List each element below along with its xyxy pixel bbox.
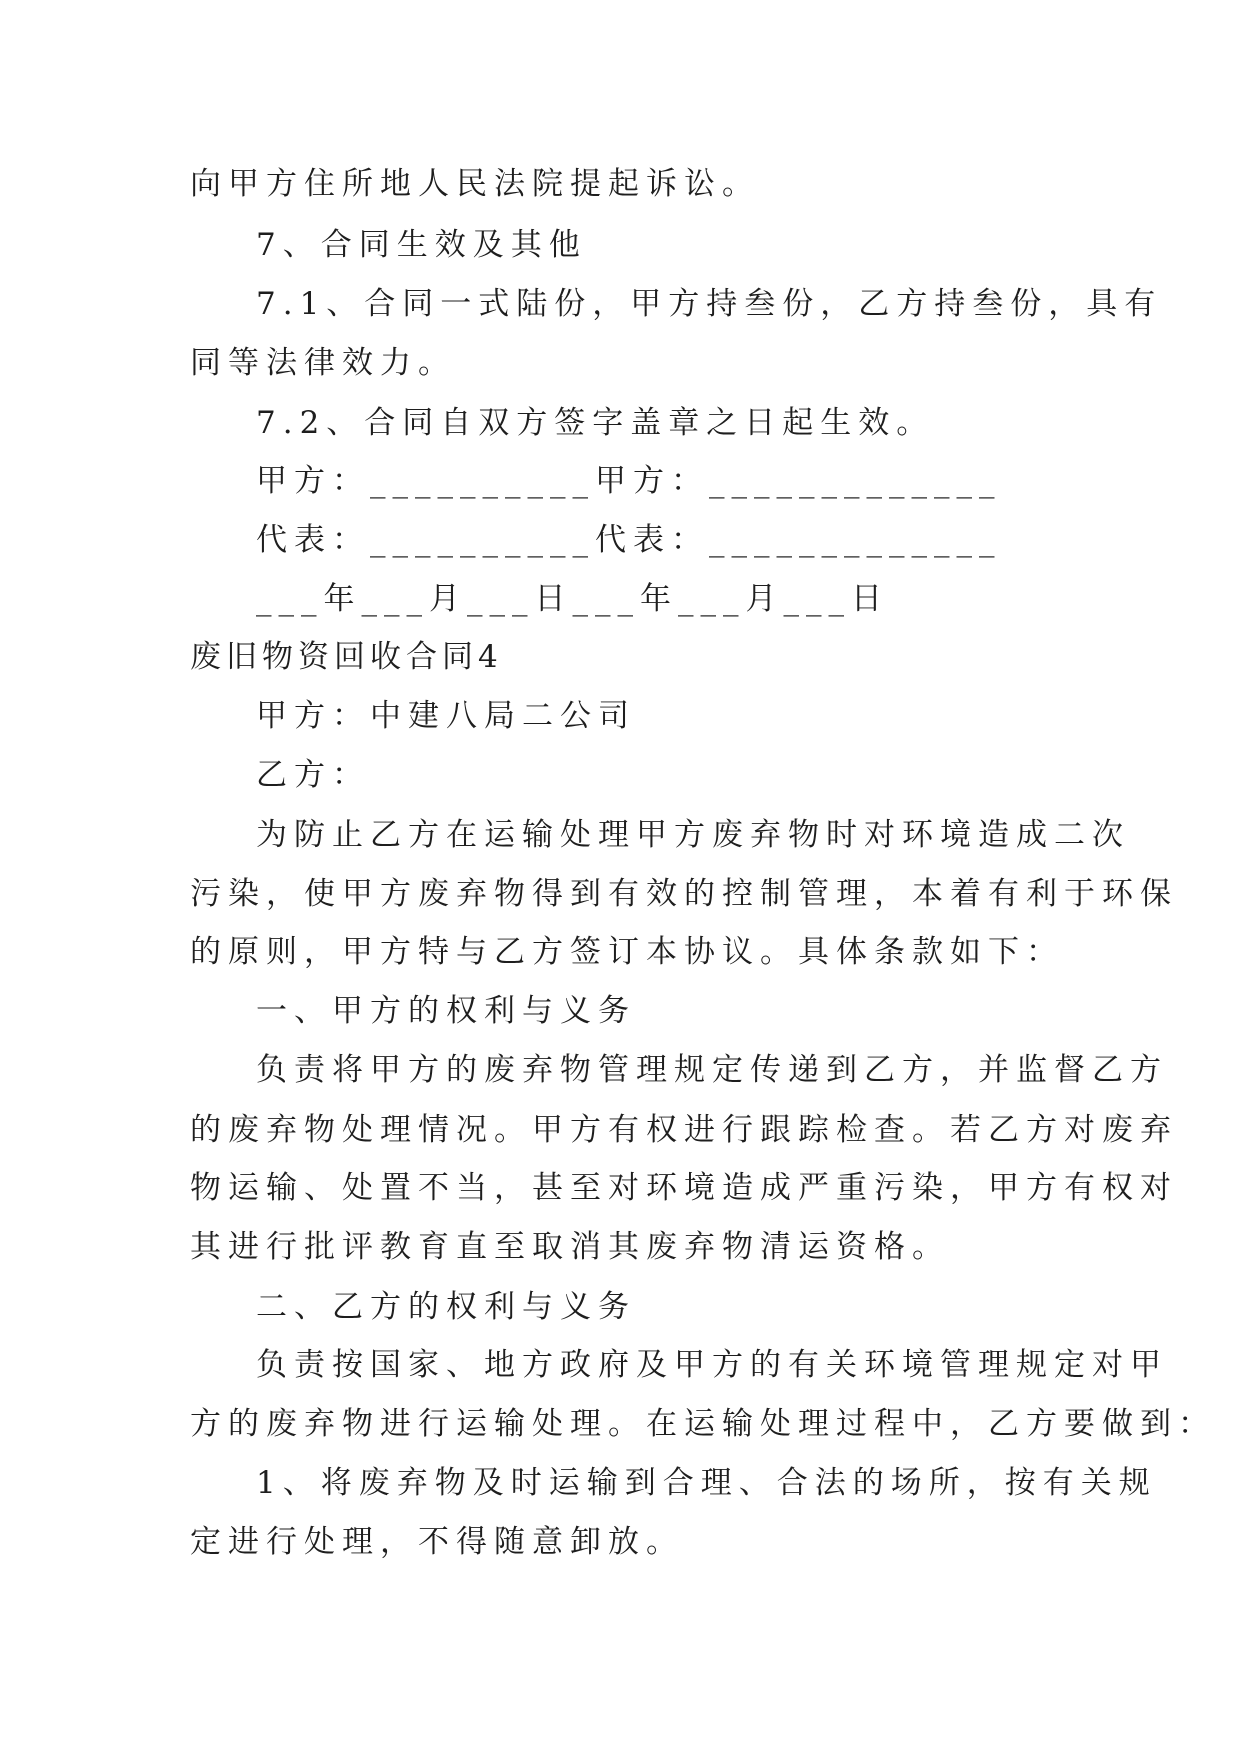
text-line: 的废弃物处理情况。甲方有权进行跟踪检查。若乙方对废弃 <box>190 1112 1178 1148</box>
text-line: 负责将甲方的废弃物管理规定传递到乙方，并监督乙方 <box>256 1052 1168 1088</box>
text-line: 污染，使甲方废弃物得到有效的控制管理，本着有利于环保 <box>190 876 1178 912</box>
text-line: 为防止乙方在运输处理甲方废弃物时对环境造成二次 <box>256 817 1130 853</box>
text-line: 向甲方住所地人民法院提起诉讼。 <box>190 166 760 202</box>
text-line: 同等法律效力。 <box>190 345 456 381</box>
signature-representative-line: 代表：__________代表：_____________ <box>256 522 1002 558</box>
text-line: 1、将废弃物及时运输到合理、合法的场所，按有关规 <box>256 1465 1157 1501</box>
text-line: 其进行批评教育直至取消其废弃物清运资格。 <box>190 1229 950 1265</box>
signature-party-line: 甲方：__________甲方：_____________ <box>256 463 1002 499</box>
text-line: 的原则，甲方特与乙方签订本协议。具体条款如下： <box>190 934 1064 970</box>
party-b-line: 乙方： <box>256 757 370 793</box>
text-line: 7.2、合同自双方签字盖章之日起生效。 <box>256 405 935 441</box>
text-line: 7.1、合同一式陆份，甲方持叁份，乙方持叁份，具有 <box>256 286 1163 322</box>
party-a-line: 甲方：中建八局二公司 <box>256 698 636 734</box>
text-line: 负责按国家、地方政府及甲方的有关环境管理规定对甲 <box>256 1347 1168 1383</box>
text-line: 方的废弃物进行运输处理。在运输处理过程中，乙方要做到： <box>190 1406 1216 1442</box>
text-line: 物运输、处置不当，甚至对环境造成严重污染，甲方有权对 <box>190 1170 1178 1206</box>
contract-title: 废旧物资回收合同4 <box>190 639 503 675</box>
section-heading: 7、合同生效及其他 <box>256 227 587 263</box>
text-line: 定进行处理，不得随意卸放。 <box>190 1524 684 1560</box>
section-heading: 二、乙方的权利与义务 <box>256 1289 636 1325</box>
signature-date-line: ___年___月___日___年___月___日 <box>256 581 889 617</box>
section-heading: 一、甲方的权利与义务 <box>256 993 636 1029</box>
